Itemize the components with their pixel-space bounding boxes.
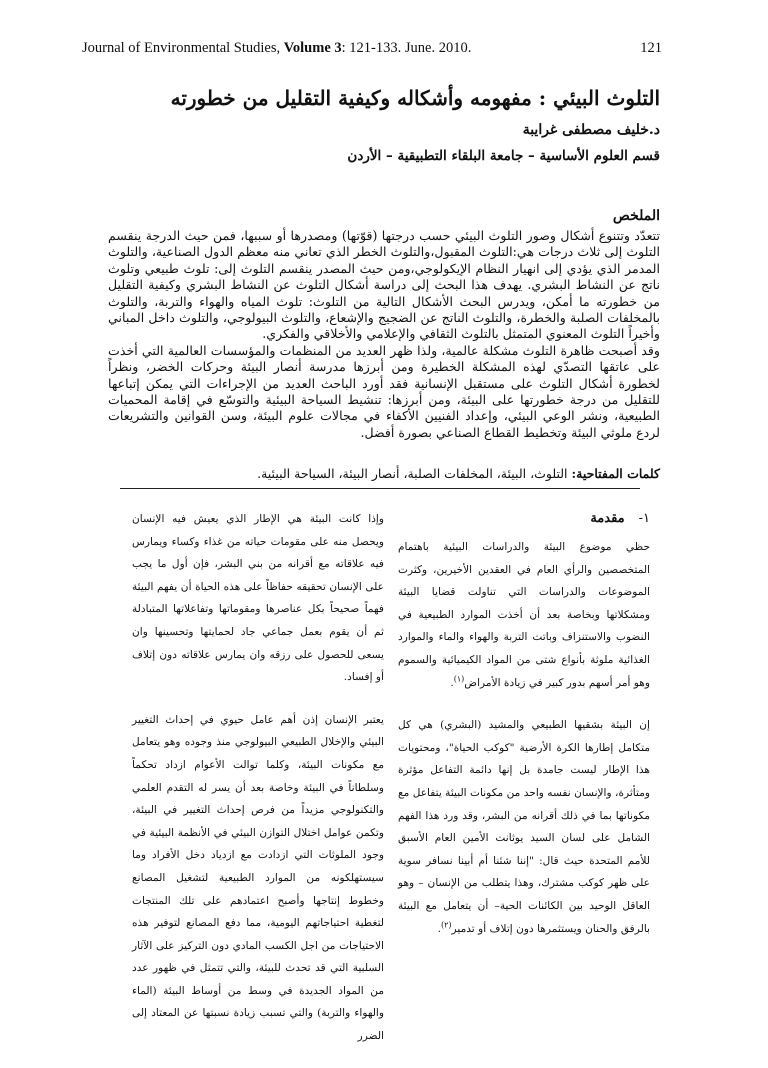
abstract-paragraph: وقد أصبحت ظاهرة التلوث مشكلة عالمية، ولذا ظهر العديد من المنظمات والمؤسسات العالمية التي أخذت على عاتقها التصدّي لهذه المشكلة الخطيرة ومن أبرزها مدرسة أنصار البيئة وحركات الخضر، ونظراً لخطورة أشكال التلوث على مستقبل الإنسانية فقد أورد الباحث العديد من الإجراءات التي يمكن إتباعها للتقليل من درجة خطورتها على البيئة، ومن أبرزها: تنشيط السياحة البيئية والتوسّع في إقامة المحميات الطبيعية، ونشر الوعي البيئي، وإعداد الفنيين الأكفاء في مجالات علوم البيئة، وسن القوانين والتشريعات لردع ملوثي البيئة وتخطيط القطاع الصناعي بصورة أفضل. bbox=[108, 342, 660, 440]
page-number: 121 bbox=[640, 40, 662, 56]
keywords-terms: التلوث، البيئة، المخلفات الصلبة، أنصار البيئة، السياحة البيئية. bbox=[257, 466, 568, 481]
author-affiliation: قسم العلوم الأساسية – جامعة البلقاء التطبيقية – الأردن bbox=[347, 148, 660, 164]
paper-title: التلوث البيئي : مفهومه وأشكاله وكيفية التقليل من خطورته bbox=[170, 86, 660, 110]
body-paragraph: يعتبر الإنسان إذن أهم عامل حيوي في إحداث التغيير البيئي والإخلال الطبيعي البيولوجي منذ وجوده وهو يتعامل مع مكونات البيئة، وكلما توالت الأعوام ازداد تحكماً وسلطاناً في البيئة وخاصة بعد أن يسر له التقدم العلمي والتكنولوجي مزيداً من فرص إحداث التغيير في البيئة، وتكمن عوامل اختلال التوازن البيئي في الأنظمة البيئية في وجود الملوثات التي ازدادت مع ازدياد دخل الأفراد وما سيستهلكونه من الموارد الطبيعية لتشغيل المصانع وخطوط إنتاجها وأصبح اعتمادهم على تلك المنتجات لتغطية احتياجاتهم اليومية، مما دفع المصانع لتوفير هذه الاحتياجات من اجل الكسب المادي دون التركيز على الآثار السلبية التي قد تحدث للبيئة، والتي تتمثل في ظهور عدد من المواد الجديدة في وسط من أوساط البيئة (الماء والهواء والتربة) والتي تسبب زيادة نسبتها عن المعتاد إلى الضرر bbox=[132, 713, 384, 1043]
column-right bbox=[398, 508, 650, 960]
footnote-ref: (١) bbox=[453, 674, 465, 684]
column-left bbox=[132, 508, 384, 1068]
body-paragraph: إن البيئة بشقيها الطبيعي والمشيد (البشري) هي كل متكامل إطارها الكرة الأرضية "كوكب الحياة"، ومحتويات هذا الإطار ليست جامدة بل إنها دائمة التفاعل مؤثرة ومتأثرة، والإنسان نفسه واحد من مكونات البيئة يتفاعل مع مكوناتها بما في ذلك أقرانه من البشر، وقد ورد هذا الفهم الشامل على لسان السيد يوثانت الأمين العام الأسبق للأمم المتحدة حيث قال: "إننا شئنا أم أبينا نسافر سوية على ظهر كوكب مشترك، وهذا يتطلب من الإنسان – وهو العاقل الوحيد بين الكائنات الحية– أن يتعامل مع البيئة بالرفق والحنان ويستثمرها دون إتلاف أو تدمير$^{(٢)}$. bbox=[398, 719, 650, 935]
journal-citation: Journal of Environmental Studies, Volume 3: 121-133. June. 2010. bbox=[82, 40, 472, 56]
keywords bbox=[110, 466, 660, 481]
body-paragraph: حظي موضوع البيئة والدراسات البيئية باهتمام المتخصصين والرأي العام في العقدين الأخيرين، وكثرت الموضوعات والدراسات التي تناولت قضايا البيئة ومشكلاتها وبخاصة بعد أن أخذت الموارد الطبيعية في النضوب والاستنزاف وباتت التربة والهواء والماء والموارد الغذائية ملوثة بأنواع شتى من المواد الكيميائية والسموم وهو أمر أسهم بدور كبير في زيادة الأمراض$^{(١)}$. bbox=[398, 541, 650, 689]
footnote-ref: (٢) bbox=[440, 919, 452, 929]
body-paragraph: وإذا كانت البيئة هي الإطار الذي يعيش فيه الإنسان ويحصل منه على مقومات حياته من غذاء وكساء ويمارس فيه علاقاته مع أقرانه من بني البشر، فإن أول ما يجب على الإنسان تحقيقه حفاظاً على هذه الحياة أن يفهم البيئة فهماً صحيحاً بكل عناصرها ومقوماتها وتفاعلاتها المتبادلة ثم أن يقوم بعمل جماعي جاد لحمايتها وتحسينها وان يسعى للحصول على رزقه وان يمارس علاقاته دون إتلاف أو إفساد. bbox=[132, 513, 384, 684]
abstract-heading: الملخص bbox=[612, 208, 660, 224]
section-number: ١- bbox=[638, 511, 650, 526]
keywords-label: كلمات المفتاحية: bbox=[571, 466, 660, 481]
author-name: د.خليف مصطفى غرايبة bbox=[522, 122, 660, 138]
abstract-body bbox=[108, 228, 660, 441]
abstract-paragraph: تتعدّد وتتنوع أشكال وصور التلوث البيئي حسب درجتها (قوّتها) ومصدرها أو سببها، فمن حيث الدرجة ينقسم التلوث إلى ثلاث درجات هي:التلوث المقبول،والتلوث الخطر الذي تعاني منه معظم الدول الصناعية، والتلوث المدمر الذي يؤدي إلى انهيار النظام الإيكولوجي،ومن حيث المصدر ينقسم التلوث إلى: تلوث طبيعي وتلوث ناتج عن النشاط البشري. يهدف هذا البحث إلى دراسة أشكال التلوث عن النشاط البشري وكيفية التقليل من خطورته ما أمكن، ويدرس البحث الأشكال التالية من التلوث: تلوث المياه والهواء والتربة، والتلوث بالمخلفات الصلبة والخطرة، والتلوث الناتج عن الضجيج والإشعاع، والتلوث البيولوجي، والتلوث داخل المباني وأخيراً التلوث المعنوي المتمثل بالتلوث الثقافي والإعلامي والأخلاقي والفكري. bbox=[108, 228, 660, 342]
running-header bbox=[82, 40, 662, 57]
section-title: مقدمة bbox=[590, 511, 625, 526]
section-divider bbox=[120, 488, 640, 489]
section-heading-introduction bbox=[398, 508, 650, 530]
